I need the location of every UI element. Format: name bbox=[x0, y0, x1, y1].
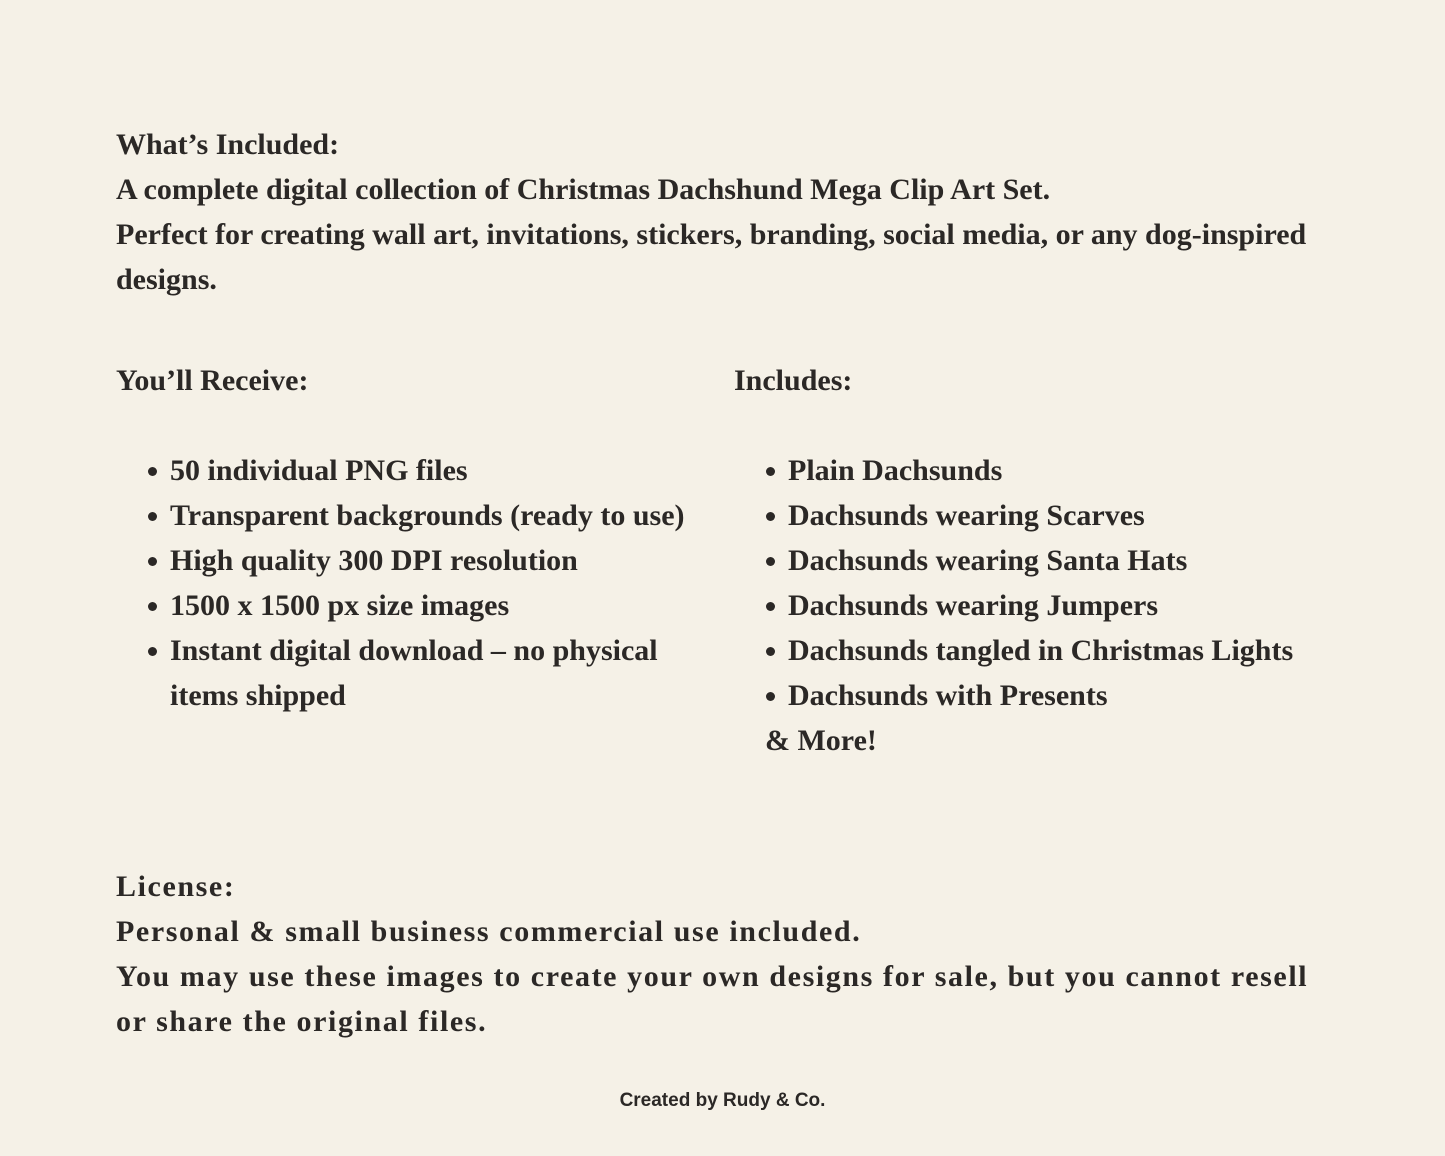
receive-list bbox=[116, 448, 696, 718]
license-section bbox=[116, 864, 1336, 1044]
whats-included-heading: What’s Included: bbox=[116, 128, 340, 161]
includes-heading: Includes: bbox=[734, 364, 853, 397]
includes-list bbox=[734, 448, 1334, 718]
license-scope: Personal & small business commercial use included. bbox=[116, 915, 862, 948]
receive-section bbox=[116, 358, 696, 718]
list-item: Instant digital download – no physical items shipped bbox=[116, 628, 670, 718]
list-item: Dachsunds tangled in Christmas Lights bbox=[734, 628, 1334, 673]
list-item: 1500 x 1500 px size images bbox=[116, 583, 696, 628]
and-more-text: & More! bbox=[765, 724, 877, 757]
list-item: Dachsunds wearing Jumpers bbox=[734, 583, 1334, 628]
list-item: 50 individual PNG files bbox=[116, 448, 696, 493]
list-item: Dachsunds wearing Scarves bbox=[734, 493, 1334, 538]
list-item: Transparent backgrounds (ready to use) bbox=[116, 493, 696, 538]
collection-description: A complete digital collection of Christmas Dachshund Mega Clip Art Set. bbox=[116, 173, 1051, 206]
usage-description: Perfect for creating wall art, invitations, stickers, branding, social media, or any dog-inspired designs. bbox=[116, 218, 1307, 296]
list-item: Dachsunds with Presents bbox=[734, 673, 1334, 718]
creator-credit: Created by Rudy & Co. bbox=[619, 1090, 826, 1111]
license-heading: License: bbox=[116, 870, 236, 903]
whats-included-section bbox=[116, 122, 1316, 302]
list-item: High quality 300 DPI resolution bbox=[116, 538, 696, 583]
receive-heading: You’ll Receive: bbox=[116, 364, 309, 397]
list-item: Dachsunds wearing Santa Hats bbox=[734, 538, 1334, 583]
list-item: Plain Dachsunds bbox=[734, 448, 1334, 493]
includes-section bbox=[734, 358, 1334, 763]
license-terms: You may use these images to create your own designs for sale, but you cannot resell or share the original files. bbox=[116, 960, 1309, 1038]
